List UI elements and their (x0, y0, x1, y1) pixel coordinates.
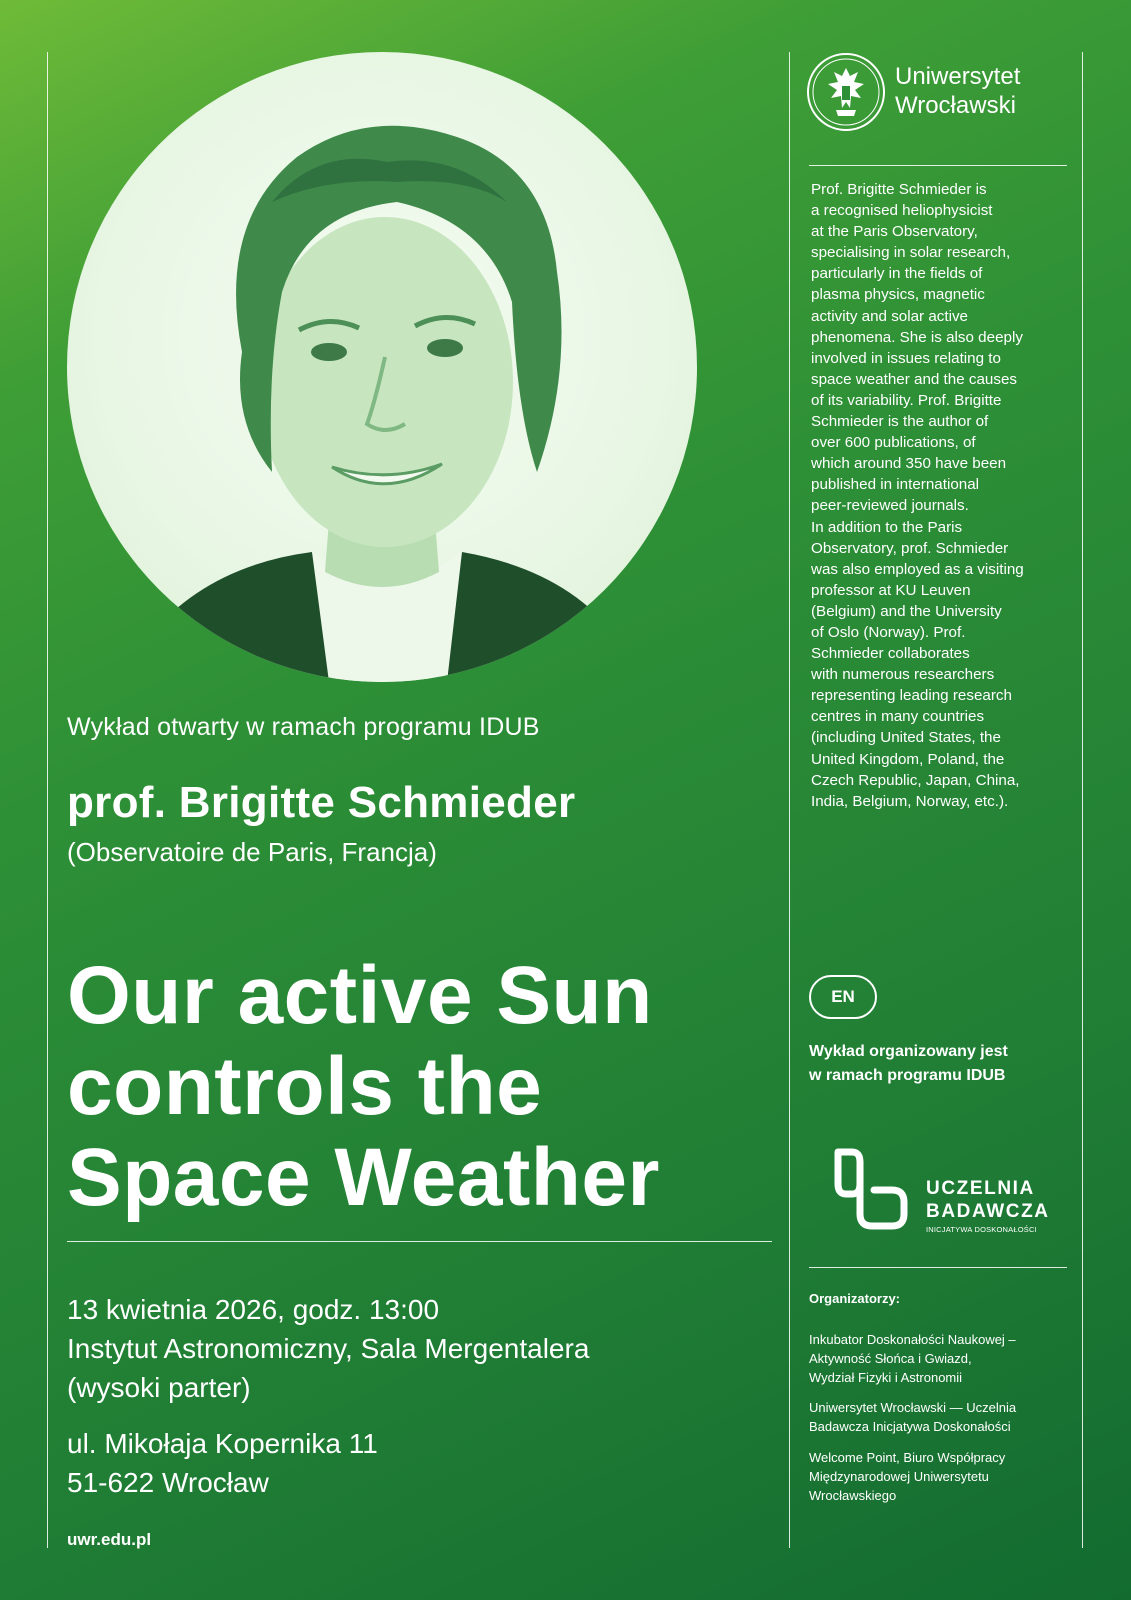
header-divider-line (809, 165, 1067, 166)
event-venue-floor: (wysoki parter) (67, 1372, 251, 1403)
lecture-title-line: Space Weather (67, 1132, 660, 1223)
program-note-line: Wykład organizowany jest (809, 1043, 1008, 1060)
speaker-affiliation: (Observatoire de Paris, Francja) (67, 837, 437, 867)
idub-logo-icon (830, 1144, 910, 1234)
event-datetime: 13 kwietnia 2026, godz. 13:00 (67, 1294, 440, 1325)
lecture-title-line: controls the (67, 1041, 543, 1132)
column-divider-line (789, 52, 790, 1548)
organizer-item: Uniwersytet Wrocławski — Uczelnia Badawcza Inicjatywa Doskonałości (809, 1400, 1017, 1434)
right-border-line (1082, 52, 1083, 1548)
university-name (895, 62, 1020, 120)
university-name-line: Uniwersytet (895, 63, 1021, 90)
idub-logo-tagline: INICJATYWA DOSKONAŁOŚCI (926, 1225, 1037, 1234)
organizers-divider-line (809, 1267, 1067, 1268)
event-type-subtitle: Wykład otwarty w ramach programu IDUB (67, 713, 540, 741)
speaker-portrait (67, 52, 697, 682)
organizer-item: Inkubator Doskonałości Naukowej – Aktywność Słońca i Gwiazd, Wydział Fizyki i Astronomii (809, 1332, 1016, 1385)
address-city: 51-622 Wrocław (67, 1467, 269, 1498)
event-date-venue (67, 1290, 589, 1407)
program-note (809, 1040, 1008, 1088)
speaker-bio: Prof. Brigitte Schmieder is a recognised heliophysicist at the Paris Observatory, specialising in solar research, particularly in the fields of plasma physics, magnetic activity and solar active phenomena. She is also deeply involved in issues relating to space weather and the causes of its variability. Prof. Brigitte Schmieder is the author of over 600 publications, of which around 350 have been published in international peer-reviewed journals. In addition to the Paris Observatory, prof. Schmieder was also employed as a visiting professor at KU Leuven (Belgium) and the University of Oslo (Norway). Prof. Schmieder collaborates with numerous researchers representing leading research centres in many countries (including United States, the United Kingdom, Poland, the Czech Republic, Japan, China, India, Belgium, Norway, etc.). (811, 181, 1024, 810)
lecture-title (67, 950, 767, 1223)
speaker-name: prof. Brigitte Schmieder (67, 778, 576, 827)
university-name-line: Wrocławski (895, 92, 1016, 119)
university-crest-icon (806, 52, 886, 132)
event-address (67, 1424, 378, 1502)
organizer-item: Welcome Point, Biuro Współpracy Międzynarodowej Uniwersytetu Wrocławskiego (809, 1450, 1006, 1503)
idub-logo-text (926, 1177, 1050, 1234)
title-divider-line (67, 1241, 772, 1242)
idub-logo-line: BADAWCZA (926, 1201, 1050, 1222)
organizers-heading: Organizatorzy: (809, 1291, 901, 1306)
left-border-line (47, 52, 48, 1548)
lecture-title-line: Our active Sun (67, 950, 653, 1041)
address-street: ul. Mikołaja Kopernika 11 (67, 1428, 378, 1459)
event-venue: Instytut Astronomiczny, Sala Mergentalera (67, 1333, 590, 1364)
language-badge: EN (809, 975, 877, 1019)
website-link[interactable]: uwr.edu.pl (67, 1530, 152, 1549)
idub-logo-line: UCZELNIA (926, 1178, 1035, 1199)
program-note-line: w ramach programu IDUB (809, 1067, 1006, 1084)
